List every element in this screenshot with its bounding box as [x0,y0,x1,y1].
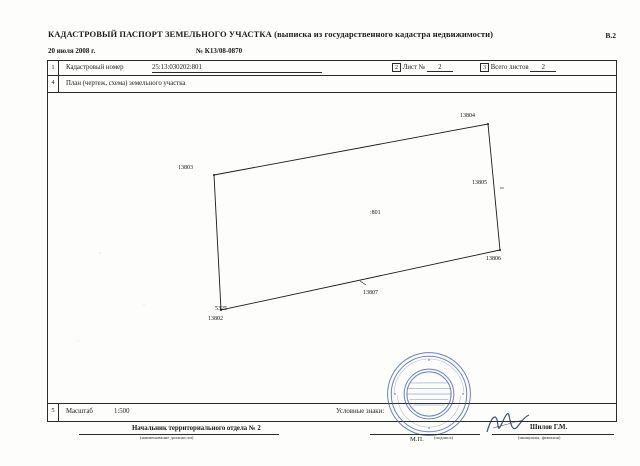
row-number-5: 5 [48,404,59,421]
scale-label: Масштаб [66,408,93,415]
row-number-2: 2 [392,63,401,72]
document-date: 20 июля 2008 г. [48,47,96,55]
document-title-main: КАДАСТРОВЫЙ ПАСПОРТ ЗЕМЕЛЬНОГО УЧАСТКА [48,29,272,39]
total-sheets-value: 2 [530,64,556,72]
row-number-3: 3 [480,63,489,72]
document-number-value: К13/08-0870 [204,47,243,55]
document-table [47,60,617,422]
scan-speckle [144,305,145,306]
sheet-number-value: 2 [427,64,453,72]
signature-rule [370,434,480,435]
scan-speckle [78,341,79,342]
official-stamp-icon [383,348,475,440]
row-number-4: 4 [48,76,59,92]
document-number [196,47,242,55]
page-code: В.2 [605,31,616,40]
signature-caption: (подпись) [434,435,454,440]
signatory-name-caption: (инициалы, фамилия) [518,435,561,440]
leader-13807 [360,281,366,285]
point-label-13807: 13807 [363,290,378,296]
vertex-13804 [487,123,489,125]
sheet-number-label: Лист № [402,64,426,72]
parcel-cadastral-label: :801 [370,210,381,216]
vertex-13803 [213,174,215,176]
parcel-polygon [214,124,500,310]
signatory-name: Шилов Г.М. [530,424,568,431]
scale-value: 1:500 [114,408,130,415]
stamp-place-label: М.П. [410,436,424,443]
table-row-cadastral-number [48,61,616,76]
signatory-position: Начальник территориального отдела № 2 [132,425,261,432]
parcel-plan-svg [48,93,616,403]
plan-header-label: План (чертеж, схема) земельного участка [66,80,186,87]
document-number-label: № [196,47,204,55]
cadastral-number-label: Кадастровый номер [66,64,124,71]
document-title-sub: (выписка из государственного кадастра недвижимости) [274,29,494,39]
point-label-13804: 13804 [460,113,475,119]
table-row-plan-header [48,76,616,93]
handwritten-signature [483,408,533,436]
vertex-13806 [499,249,501,251]
document-title [48,30,548,39]
cadastral-number-value: 25:13:030202:801 [152,64,322,73]
point-label-13803: 13803 [178,165,193,171]
point-label-5325: 5325 [215,306,227,312]
total-sheets-label: Всего листов [490,64,529,72]
point-label-13806: 13806 [486,256,501,262]
plan-drawing-area [48,93,616,403]
signatory-position-caption: (наименование должности) [140,435,194,440]
point-label-13805: 13805 [472,180,487,186]
sheet-number-group [392,63,453,72]
total-sheets-group [480,63,556,72]
scan-speckle [99,252,100,253]
legend-label: Условные знаки: [336,408,385,415]
row-number-1: 1 [48,61,59,75]
point-label-13802: 13802 [208,316,223,322]
